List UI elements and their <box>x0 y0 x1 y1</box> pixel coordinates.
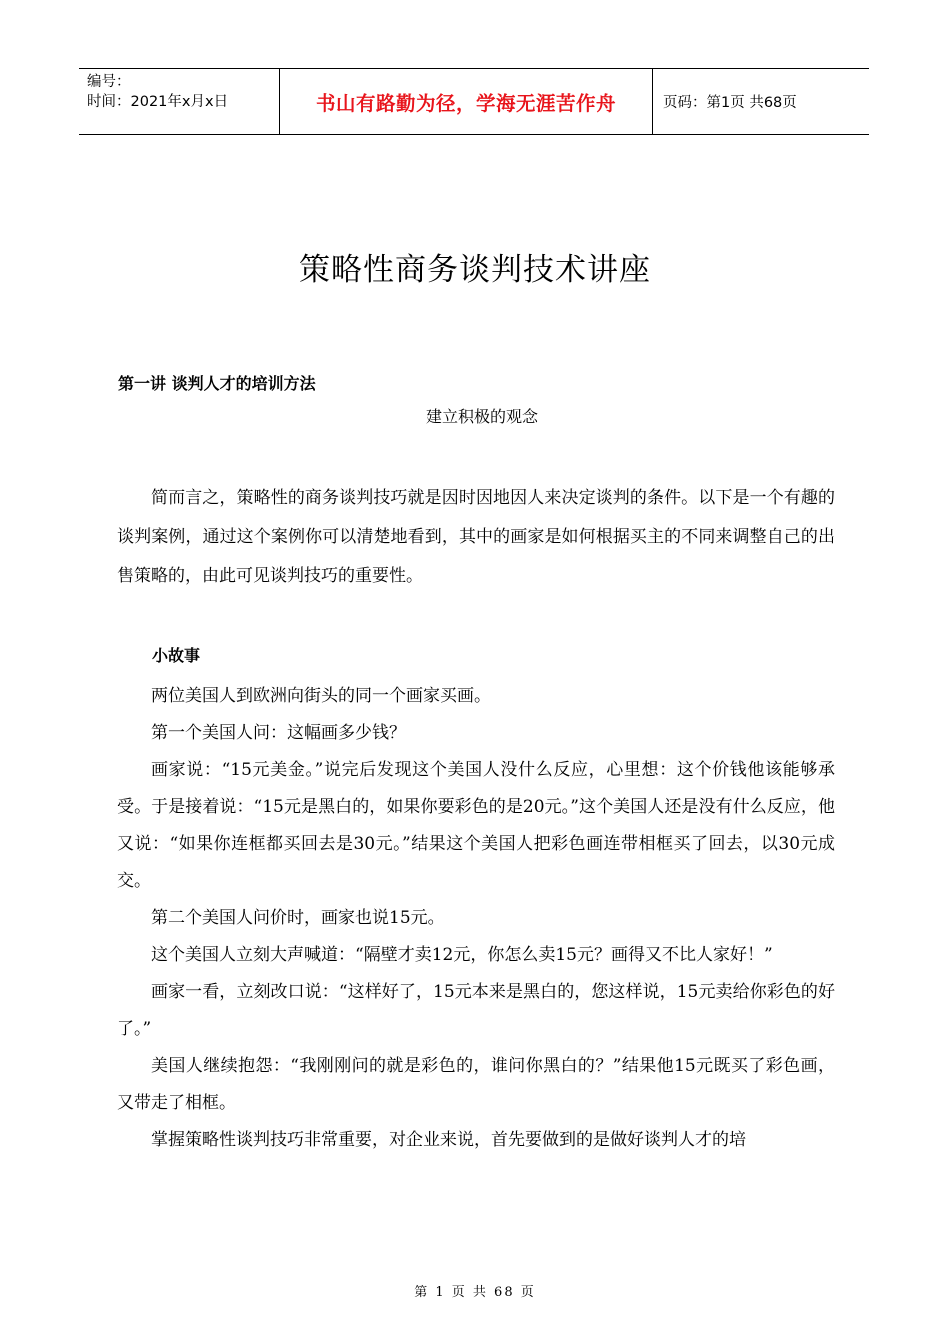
document-title: 策略性商务谈判技术讲座 <box>299 252 651 288</box>
story-paragraph: 这个美国人立刻大声喊道：“隔壁才卖12元，你怎么卖15元？画得又不比人家好！” <box>151 945 773 965</box>
story-body <box>117 678 835 1159</box>
header-meta-cell <box>79 69 280 134</box>
number-label: 编号： <box>87 74 131 90</box>
time-label: 时间：2021年x月x日 <box>87 94 229 110</box>
story-paragraph: 第二个美国人问价时，画家也说15元。 <box>151 908 445 928</box>
story-label: 小故事 <box>152 646 201 665</box>
header-page-cell <box>653 69 869 134</box>
page-info: 页码：第1页 共68页 <box>663 95 797 111</box>
story-paragraph: 画家说：“15元美金。”说完后发现这个美国人没什么反应，心里想：这个价钱他该能够承受。于是接着说：“15元是黑白的，如果你要彩色的是20元。”这个美国人还是没有什么反应，他又说：“如果你连框都买回去是30元。”结果这个美国人把彩色画连带相框买了回去，以30元成交。 <box>117 760 835 891</box>
story-paragraph: 掌握策略性谈判技巧非常重要，对企业来说，首先要做到的是做好谈判人才的培 <box>151 1130 746 1150</box>
motto-text: 书山有路勤为径，学海无涯苦作舟 <box>315 91 616 115</box>
story-paragraph: 画家一看，立刻改口说：“这样好了，15元本来是黑白的，您这样说，15元卖给你彩色的好了。” <box>117 982 835 1039</box>
header-table <box>79 68 869 135</box>
story-paragraph: 第一个美国人问：这幅画多少钱？ <box>151 723 406 743</box>
header-motto-cell <box>280 69 653 134</box>
page-footer: 第 1 页 共 68 页 <box>414 1285 536 1300</box>
story-paragraph: 美国人继续抱怨：“我刚刚问的就是彩色的，谁问你黑白的？”结果他15元既买了彩色画，又带走了相框。 <box>117 1056 835 1113</box>
section-heading: 建立积极的观念 <box>426 407 539 426</box>
intro-paragraph: 简而言之，策略性的商务谈判技巧就是因时因地因人来决定谈判的条件。以下是一个有趣的谈判案例，通过这个案例你可以清楚地看到，其中的画家是如何根据买主的不同来调整自己的出售策略的，由此可见谈判技巧的重要性。 <box>117 488 835 586</box>
story-paragraph: 两位美国人到欧洲向街头的同一个画家买画。 <box>151 686 491 706</box>
lecture-heading: 第一讲 谈判人才的培训方法 <box>118 374 316 393</box>
